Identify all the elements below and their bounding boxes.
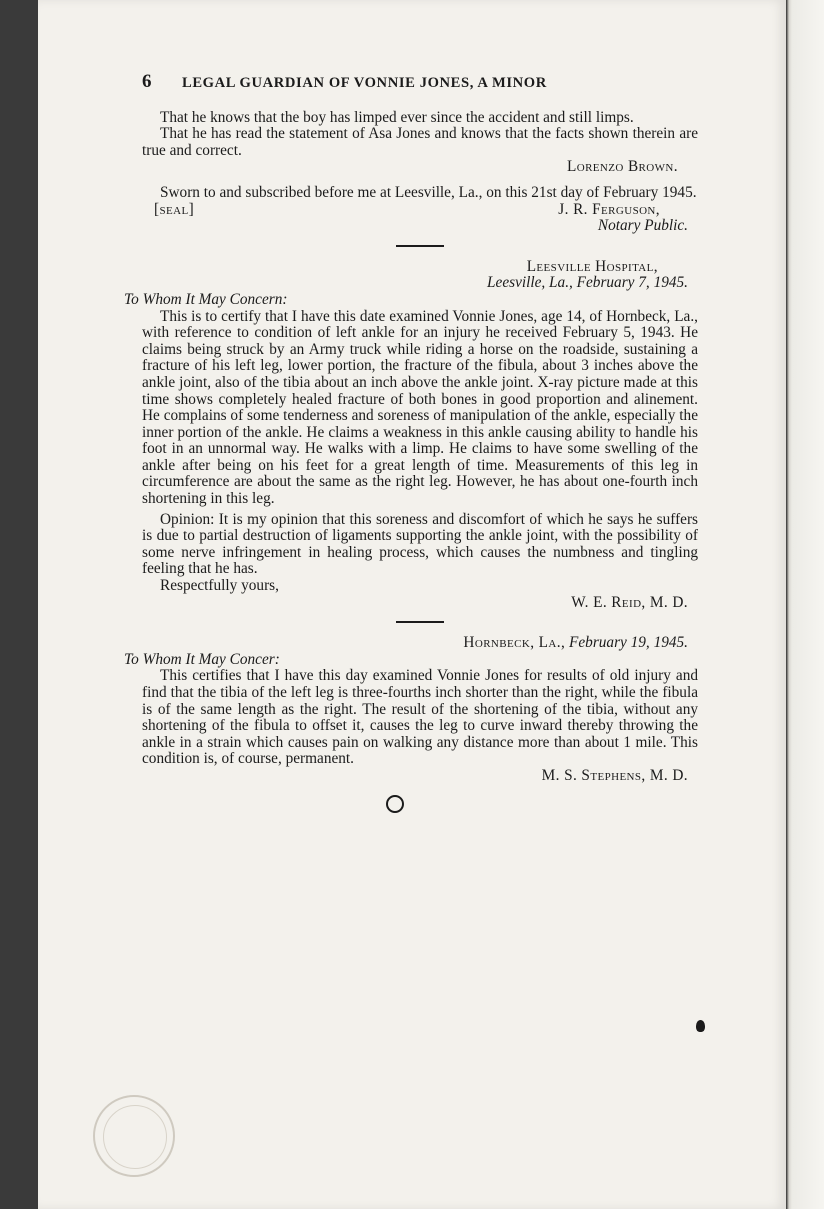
letter-2-salutation: To Whom It May Concer: xyxy=(124,650,280,668)
letter-2-date xyxy=(142,635,698,652)
letter-closing: Respectfully yours, xyxy=(160,577,279,595)
affidavit-line-2: That he has read the statement of Asa Jones and knows that the facts shown therein are true and correct. xyxy=(142,125,698,159)
affidavit-line-1: That he knows that the boy has limped ever since the accident and still limps. xyxy=(160,108,634,126)
letter-body-paragraph: This is to certify that I have this date examined Vonnie Jones, age 14, of Hornbeck, La., with reference to condition of left ankle for an injury he received February 5, 1943. He claims being struck by an Army truck while riding a horse on the roadside, sustaining a fracture of his left leg, lower portion, the fracture of the fibula, about 3 inches above the ankle joint, also of the tibia about an inch above the ankle joint. X-ray picture made at this time shows completely healed fracture of both bones in good proportion and alinement. He complains of some tenderness and soreness of manipulation of the ankle, especially the inner portion of the ankle. He claims a weakness in this ankle causing ability to handle his foot in an unnormal way. He walks with a limp. He claims to have some swelling of the ankle after being on his feet for a great length of time. Measurements of this leg in circumference are about the same as the right leg. However, he has about one-fourth inch shortening in this leg. xyxy=(142,307,698,508)
opinion-paragraph: Opinion: It is my opinion that this soreness and discomfort of which he says he suffers is due to partial destruction of ligaments supporting the ankle joint, with the possibility of some nerve infringement in healing process, which causes the numbness and tingling feeling that he has. xyxy=(142,510,698,578)
doctor-2-signature: M. S. Stephens, M. D. xyxy=(541,766,688,784)
sworn-statement: Sworn to and subscribed before me at Leesville, La., on this 21st day of February 1945. xyxy=(160,183,697,201)
letter-date: Leesville, La., February 7, 1945. xyxy=(487,274,688,292)
page-edge xyxy=(786,0,824,1209)
letter-2-place: Hornbeck, La., xyxy=(463,634,566,652)
affidavit-section xyxy=(142,110,698,235)
letter-2-body-paragraph: This certifies that I have this day examined Vonnie Jones for results of old injury and find that the tibia of the left leg is three-fourths inch shorter than the right, while the fibula is of the same length as the right. The result of the shortening of the tibia, without any shortening of the fibula to offset it, causes the leg to curve inward thereby throwing the ankle in a strain which causes pain on walking any distance more than about 1 mile. This condition is, of course, permanent. xyxy=(142,667,698,768)
section-divider xyxy=(396,245,444,247)
physician-letter xyxy=(124,634,698,784)
letter-2-date-text: February 19, 1945. xyxy=(569,634,688,652)
section-divider-2 xyxy=(396,621,444,623)
notary-name: J. R. Ferguson, xyxy=(558,200,660,218)
doctor-signature: W. E. Reid, M. D. xyxy=(571,593,688,611)
affiant-signature: Lorenzo Brown. xyxy=(566,158,678,176)
hospital-name: Leesville Hospital, xyxy=(526,257,658,275)
library-stamp-mark xyxy=(93,1095,175,1177)
document-content xyxy=(124,71,698,813)
circle-mark xyxy=(386,795,404,813)
hospital-letter xyxy=(124,257,698,611)
page-number: 6 xyxy=(142,71,152,92)
page-header xyxy=(142,71,698,92)
ink-mark xyxy=(696,1020,705,1032)
notary-title: Notary Public. xyxy=(597,217,688,235)
notary-block xyxy=(142,202,698,219)
letter-salutation: To Whom It May Concern: xyxy=(124,290,288,308)
running-title: LEGAL GUARDIAN OF VONNIE JONES, A MINOR xyxy=(182,75,547,91)
seal-label: [seal] xyxy=(154,200,195,218)
